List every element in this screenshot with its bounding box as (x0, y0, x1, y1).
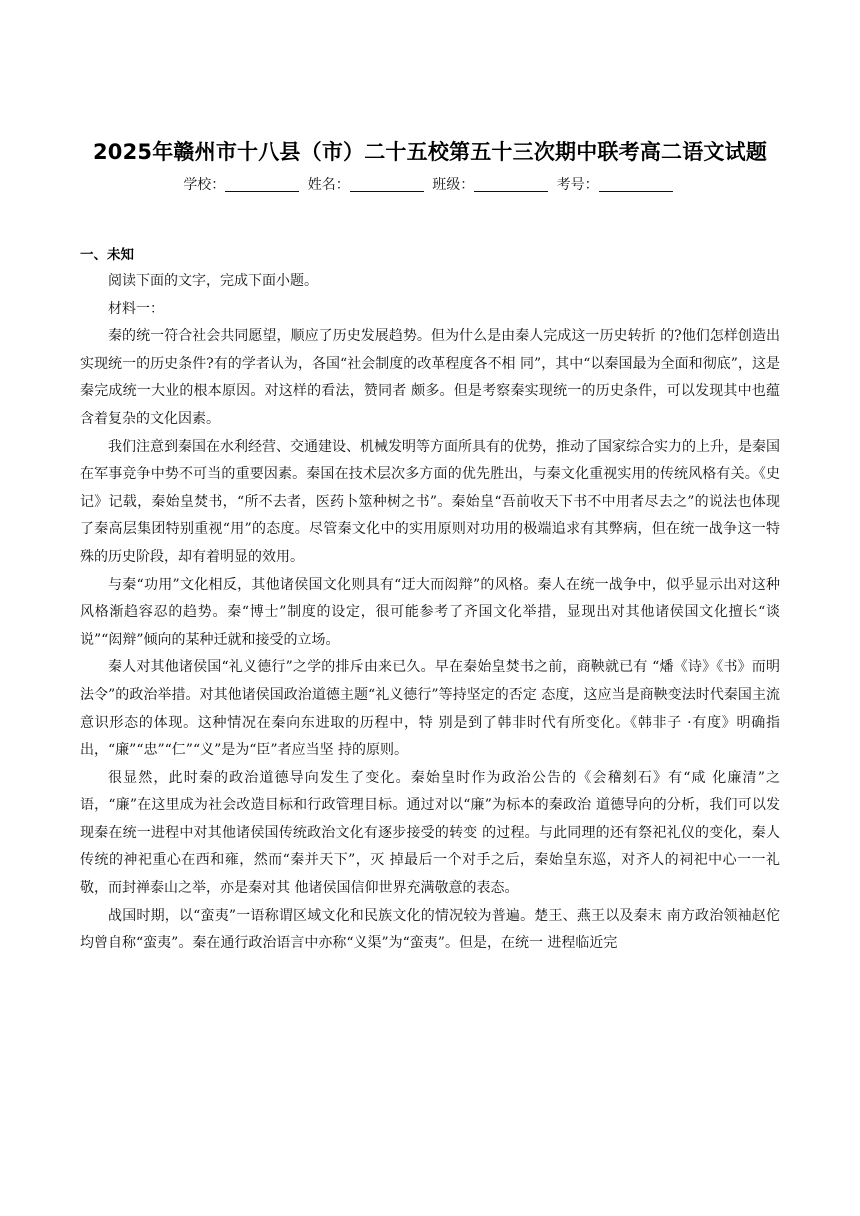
passage-paragraph: 秦的统一符合社会共同愿望，顺应了历史发展趋势。但为什么是由秦人完成这一历史转折 的?他们怎样创造出实现统一的历史条件?有的学者认为，各国“社会制度的改革程度各不相 同”，其中“以秦国最为全面和彻底”，这是秦完成统一大业的根本原因。对这样的看法，赞同者 颇多。但是考察秦实现统一的历史条件，可以发现其中也蕴含着复杂的文化因素。 (80, 328, 780, 427)
material-label: 材料一： (108, 300, 164, 317)
class-label: 班级： (432, 177, 475, 193)
passage-paragraph: 秦人对其他诸侯国“礼义德行”之学的排斥由来已久。早在秦始皇焚书之前，商鞅就已有 “燔《诗》《书》而明法令”的政治举措。对其他诸侯国政治道德主题“礼义德行”等持坚定的否定 态度，这应当是商鞅变法时代秦国主流意识形态的体现。这种情况在秦向东进取的历程中，特 别是到了韩非时代有所变化。《韩非子 ·有度》明确指出，“廉”“忠”“仁”“义”是为“臣”者应当坚 持的原则。 (80, 659, 780, 759)
exam-number-field (557, 174, 677, 194)
passage-paragraph: 很显然，此时秦的政治道德导向发生了变化。秦始皇时作为政治公告的《会稽刻石》有“咸 化廉清”之语，“廉”在这里成为社会改造目标和行政管理目标。通过对以“廉”为标本的秦政治 道德导向的分析，我们可以发现秦在统一进程中对其他诸侯国传统政治文化有逐步接受的转变 的过程。与此同理的还有祭祀礼仪的变化，秦人传统的神祀重心在西和雍，然而“秦并天下”，灭 掉最后一个对手之后，秦始皇东巡，对齐人的祠祀中心一一礼敬，而封禅泰山之举，亦是秦对其 他诸侯国信仰世界充满敬意的表态。 (80, 769, 780, 897)
passage-paragraph: 与秦“功用”文化相反，其他诸侯国文化则具有“迂大而闳辩”的风格。秦人在统一战争中，似乎显示出对这种风格渐趋容忍的趋势。秦“博士”制度的设定，很可能参考了齐国文化举措，显现出对其他诸侯国文化擅长“谈说”“闳辩”倾向的某种迁就和接受的立场。 (80, 576, 780, 648)
reading-passage (80, 268, 780, 958)
student-info-line (0, 174, 860, 194)
instruction-paragraph: 阅读下面的文字，完成下面小题。 (108, 273, 318, 289)
school-label: 学校： (183, 177, 226, 193)
name-blank (350, 177, 424, 192)
exam-number-label: 考号： (556, 177, 599, 193)
school-field (183, 174, 303, 194)
class-blank (474, 177, 548, 192)
school-blank (225, 177, 299, 192)
exam-title: 2025年赣州市十八县（市）二十五校第五十三次期中联考高二语文试题 (92, 140, 768, 164)
passage-paragraph: 我们注意到秦国在水利经营、交通建设、机械发明等方面所具有的优势，推动了国家综合实力的上升，是秦国在军事竞争中势不可当的重要因素。秦国在技术层次多方面的优先胜出，与秦文化重视实用的传统风格有关。《史记》记载，秦始皇焚书，“所不去者，医药卜筮种树之书”。秦始皇“吾前收天下书不中用者尽去之”的说法也体现了秦高层集团特别重视“用”的态度。尽管秦文化中的实用原则对功用的极端追求有其弊病，但在统一战争这一特殊的历史阶段，却有着明显的效用。 (80, 438, 780, 565)
exam-number-blank (599, 177, 673, 192)
name-label: 姓名： (307, 177, 350, 193)
class-field (432, 174, 552, 194)
name-field (308, 174, 428, 194)
passage-paragraph: 战国时期，以“蛮夷”一语称谓区域文化和民族文化的情况较为普遍。楚王、燕王以及秦末 南方政治领袖赵佗均曾自称“蛮夷”。秦在通行政治语言中亦称“义渠”为“蛮夷”。但是，在统一 进程临近完 (80, 907, 780, 952)
section-heading: 一、未知 (80, 247, 134, 263)
